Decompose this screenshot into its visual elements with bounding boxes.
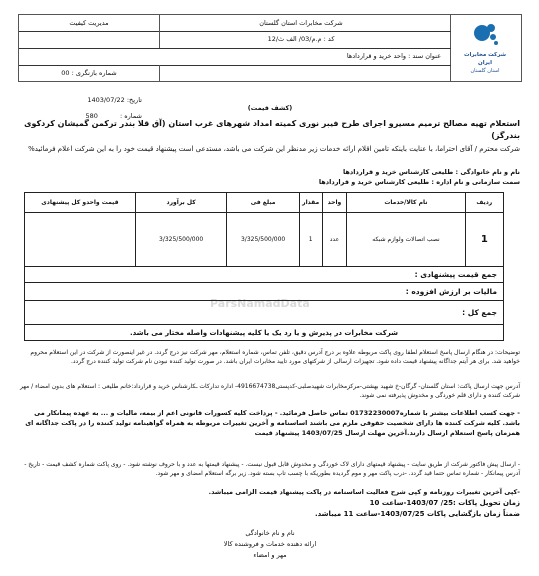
letter-number-label: شماره : <box>120 112 142 120</box>
col-header: ردیف <box>465 193 503 213</box>
cell-unit: عدد <box>322 213 347 267</box>
cell-idx: 1 <box>465 213 503 267</box>
items-table <box>24 192 504 341</box>
doc-header <box>18 14 522 82</box>
greeting-text: شرکت محترم / آقای احتراما، با عنایت باینکه تامین اقلام ارائه خدمات زیر مدنظر این شرکت می باشد، مستدعی است پیشنهاد قیمت خود را به این شرکت اعلام فرمائید% <box>28 145 520 153</box>
sum-label: جمع قیمت پیشنهادی : <box>25 267 504 283</box>
company-name: شرکت مخابرات استان گلستان <box>259 19 343 27</box>
col-header: کل برآورد <box>135 193 227 213</box>
description-p2: آدرس جهت ارسال پاکت: استان گلستان- گرگان-خ شهید بهشتی-مرکزمخابرات شهیدصلبی-کدپستی4916674738- اداره تدارکات ـکارشناس خرید و قرارداد:خانم طلیعی : استعلام های بدون امضاء / مهر شرکت کننده و دارای قلم خوردگی و مخدوش پذیرفته نمی شوند. <box>19 383 520 399</box>
form-title: عنوان سند : واحد خرید و قراردادها <box>346 52 441 60</box>
description-p4: - ارسال پیش فاکتور شرکت از طریق سایت - پیشنهاد قیمتهای دارای لاک خوردگی و مخدوش قابل قبول نیست. - پیشنهاد قیمتها به عدد و با حروف نوشته شود. - روی پاکت شماره کشف قیمت - تاریخ - آدرس پیمانکار - شماره تماس حتما قید گردد. -درب پاکت مهر و موم گردیده بطوریکه با چسب تاپ بسته شود. زیر برگه استعلام امضای و مهر شود. <box>24 461 520 477</box>
description-p3: - جهت کسب اطلاعات بیشتر با شماره01732230007 تماس حاصل فرمائید. - پرداخت کلیه کسورات قانونی اعم از بیمه، مالیات و ... به عهده پیمانکار می باشد. کلیه شرکت کننده ها دارای شخصیت حقوقی ملزم می باشند اساسنامه و آخرین تغییرات مربوطه به همراه گواهینامه تولید کننده را در پاکت جداگانه ای همزمان پاسخ استعلام ارسال دارند.آخرین مهلت ارسال 1403/07/25 پیشنهاد قیمت <box>25 409 520 437</box>
footer-provider: ارائه دهنده خدمات و فروشنده کالا <box>223 540 317 548</box>
cell-total: 3/325/500/000 <box>135 213 227 267</box>
description-p5: -کپی آخرین تغییرات روزنامه و کپی شرح فعالیت اساسنامه در پاکت پیشنهاد قیمت الزامی میباشد. <box>208 488 520 496</box>
reject-note: شرکت مخابرات در پذیرش و یا رد یک یا کلیه پیشنهادات واصله مختار می باشد. <box>25 325 504 341</box>
logo-text: شرکت مخابرات ایران <box>463 52 507 66</box>
revision-number: شماره بازنگری : 00 <box>61 69 117 77</box>
tax-row <box>25 283 504 301</box>
tax-label: مالیات بر ارزش افزوده : <box>25 283 504 301</box>
grand-total-label: جمع کل : <box>25 301 504 325</box>
doc-code: کد : م.م/03/ الف ث/12 <box>267 35 335 43</box>
telecom-logo-icon <box>470 19 500 47</box>
doc-title: استعلام تهیه مصالح ترمیم مسیرو اجرای طرح فیبر نوری کمیته امداد شهرهای غرب استان (آق قلا بندر ترکمن گمیشان کردکوی بندرگز) <box>24 119 520 140</box>
logo-sub: استان گلستان <box>470 68 500 74</box>
letter-number-value: 580 <box>85 112 98 120</box>
name-line: نام و نام خانوادگی : طلیعی کارشناس خرید و قراردادها <box>342 168 520 176</box>
description-p1: توضیحات: در هنگام ارسال پاسخ استعلام لطفا روی پاکت مربوطه علاوه بر درج آدرس دقیق، تلفن تماس، شماره استعلام، مهر شرکت نیز درج گردد. در غیر اینصورت از شرکت در این استعلام محروم خواهید شد. برای هر آیتم جداگانه پیشنهاد قیمت داده شود. تجهیزات ارسالی از شرکتهای مورد تایید مخابرات ایران باشد. در صورت تولید کننده نبودن نام شرکت تولید کننده درج گردد. <box>30 349 520 365</box>
cell-qty: 1 <box>299 213 322 267</box>
delivery-time: زمان تحویل پاکات :25/ 1403/07-ساعت 10 <box>369 499 520 507</box>
watermark-text: ParsNamadData <box>210 297 310 310</box>
cell-price: 3/325/500/000 <box>227 213 299 267</box>
footer-stamp: مهر و امضاء <box>253 551 287 559</box>
grand-total-row <box>25 301 504 325</box>
footer-name: نام و نام خانوادگی <box>245 529 295 537</box>
opening-time: ضمناً زمان بازگشایی پاکات 1403/07/25-ساعت 11 میباشد. <box>314 510 520 518</box>
sum-row <box>25 267 504 283</box>
col-header: مبلغ فی <box>227 193 299 213</box>
col-header: مقدار <box>299 193 322 213</box>
cell-item: نصب اتصالات ولوازم شبکه <box>347 213 465 267</box>
col-header: قیمت واحدو کل پیشنهادی <box>25 193 136 213</box>
table-header-row <box>25 193 504 213</box>
quality-label: مدیریت کیفیت <box>69 19 109 27</box>
note-row <box>25 325 504 341</box>
kashf-label: (کشف قیمت) <box>247 104 293 112</box>
org-line: سمت سازمانی و نام اداره : طلیعی کارشناس خرید و قراردادها <box>318 178 520 186</box>
col-header: واحد <box>322 193 347 213</box>
items-table-wrap <box>24 192 504 341</box>
logo <box>457 17 513 77</box>
col-header: نام کالا/خدمات <box>347 193 465 213</box>
letter-date: تاریخ: 1403/07/22 <box>87 96 142 104</box>
cell-offer <box>25 213 136 267</box>
table-row <box>25 213 504 267</box>
